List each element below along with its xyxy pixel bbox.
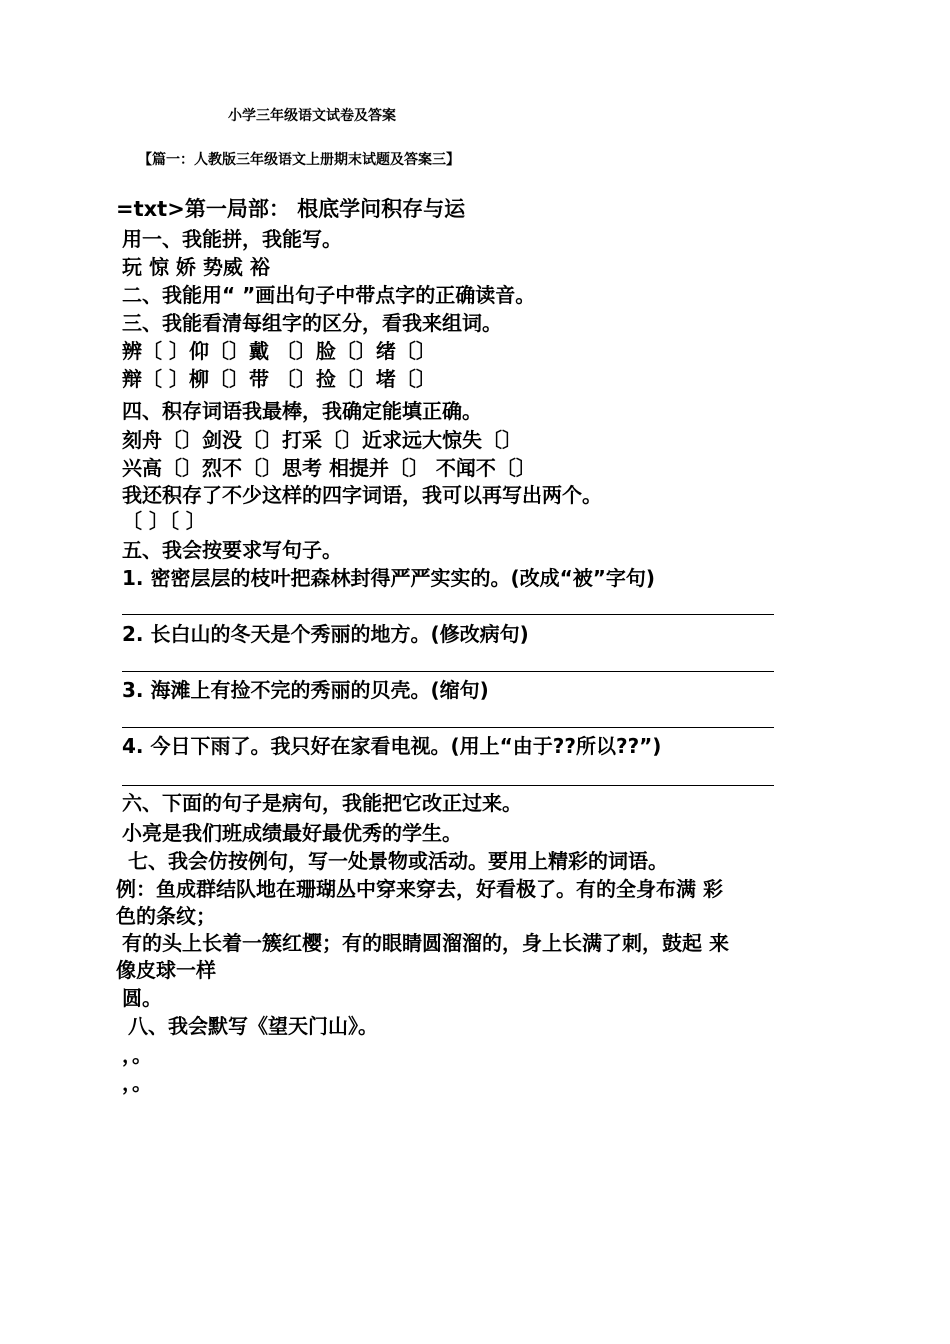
section-4-row-1: 刻舟〔〕剑没〔〕打采〔〕近求远大惊失〔〕 <box>122 428 522 452</box>
document-title: 小学三年级语文试卷及答案 <box>228 108 396 124</box>
section-8-line-2: ，。 <box>122 1071 152 1095</box>
section-8-title: 八、我会默写《望天门山》。 <box>128 1014 378 1038</box>
answer-line-2 <box>122 671 774 672</box>
section-7-example-line-1: 例：鱼成群结队地在珊瑚丛中穿来穿去，好看极了。有的全身布满 彩 <box>116 877 723 901</box>
section-4-row-2: 兴高〔〕烈不〔〕思考 相提并〔〕 不闻不〔〕 <box>122 456 536 480</box>
section-5-question-4: 4. 今日下雨了。我只好在家看电视。(用上“由于??所以??”) <box>122 734 662 758</box>
part-heading: =txt>第一局部： 根底学问积存与运 <box>116 197 466 221</box>
section-3-row-2: 辩〔 〕柳〔〕带 〔〕捡〔〕堵〔〕 <box>122 367 436 391</box>
section-5-question-3: 3. 海滩上有捡不完的秀丽的贝壳。(缩句) <box>122 678 489 702</box>
section-7-example-line-4: 像皮球一样 <box>116 958 216 982</box>
section-5-question-2: 2. 长白山的冬天是个秀丽的地方。(修改病句) <box>122 622 529 646</box>
section-4-blanks: 〔 〕〔 〕 <box>122 509 206 533</box>
answer-line-1 <box>122 614 774 615</box>
answer-line-4 <box>122 785 774 786</box>
section-7-example-line-3: 有的头上长着一簇红樱；有的眼睛圆溜溜的，身上长满了刺，鼓起 来 <box>122 931 729 955</box>
section-3-title: 三、我能看清每组字的区分，看我来组词。 <box>122 311 502 335</box>
section-6-title: 六、下面的句子是病句，我能把它改正过来。 <box>122 791 522 815</box>
section-8-line-1: ，。 <box>122 1043 152 1067</box>
answer-line-3 <box>122 727 774 728</box>
section-3-row-1: 辨〔 〕仰〔〕戴 〔〕脸〔〕绪〔〕 <box>122 339 436 363</box>
section-4-extra: 我还积存了不少这样的四字词语，我可以再写出两个。 <box>122 483 602 507</box>
section-6-sentence: 小亮是我们班成绩最好最优秀的学生。 <box>122 821 462 845</box>
section-1-title: 用一、我能拼，我能写。 <box>122 227 342 251</box>
document-subtitle: 【篇一：人教版三年级语文上册期末试题及答案三】 <box>138 152 460 168</box>
section-2-title: 二、我能用“ ”画出句子中带点字的正确读音。 <box>122 283 536 307</box>
section-5-question-1: 1. 密密层层的枝叶把森林封得严严实实的。(改成“被”字句) <box>122 566 656 590</box>
section-1-characters: 玩 惊 娇 势威 裕 <box>122 255 270 279</box>
section-7-title: 七、我会仿按例句，写一处景物或活动。要用上精彩的词语。 <box>128 849 668 873</box>
section-7-example-line-5: 圆。 <box>122 986 162 1010</box>
section-4-title: 四、积存词语我最棒，我确定能填正确。 <box>122 399 482 423</box>
section-7-example-line-2: 色的条纹； <box>116 904 216 928</box>
section-5-title: 五、我会按要求写句子。 <box>122 538 342 562</box>
